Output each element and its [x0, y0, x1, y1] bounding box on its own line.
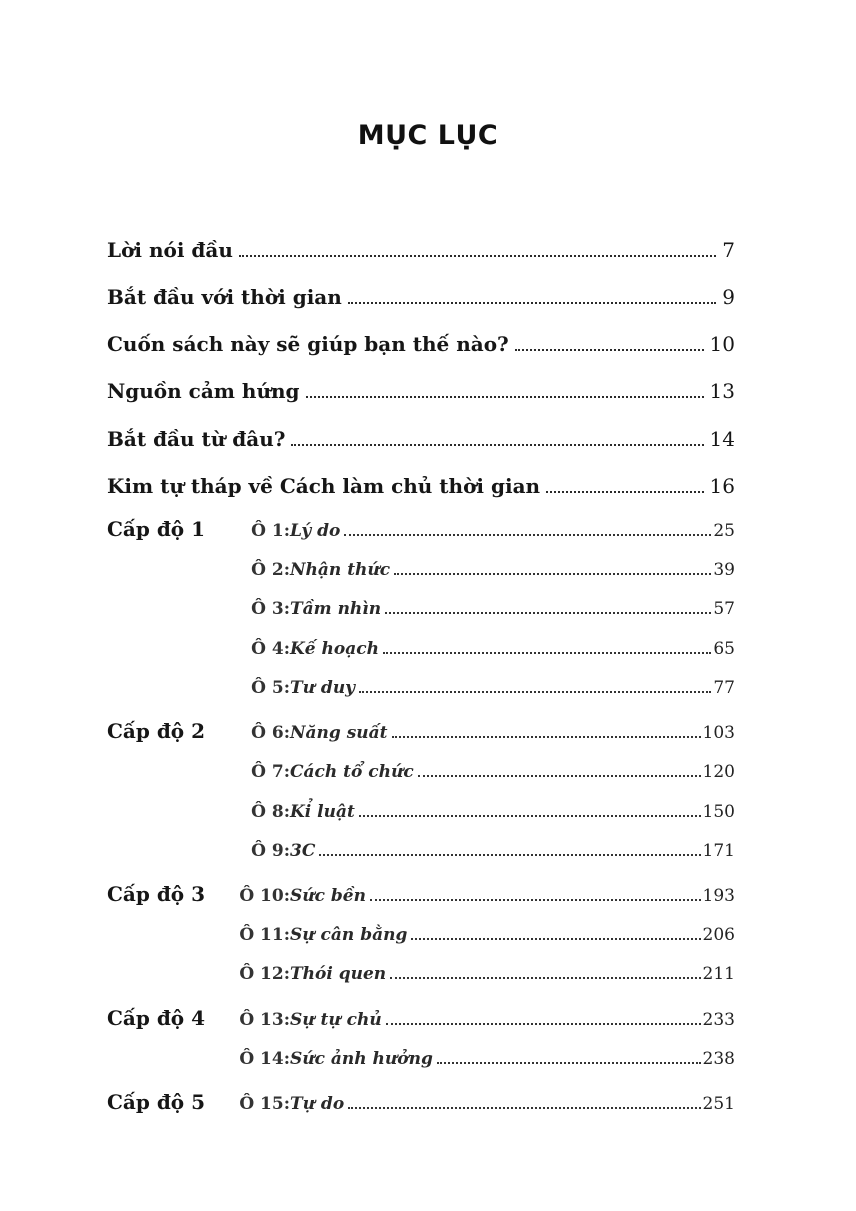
toc-entry[interactable]: [107, 232, 735, 262]
section-title: Sự cân bằng: [290, 925, 408, 945]
section-number: Ô 3:: [251, 599, 290, 619]
toc-entry-label: Kim tự tháp về Cách làm chủ thời gian: [107, 474, 541, 498]
section-title: Tầm nhìn: [290, 599, 382, 619]
section-number: Ô 4:: [251, 639, 290, 659]
dot-leader: [385, 611, 711, 614]
dot-leader: [392, 735, 701, 738]
section-page: 120: [702, 762, 735, 782]
section-page: 211: [702, 964, 735, 984]
toc-entry-label: Cuốn sách này sẽ giúp bạn thế nào?: [107, 332, 509, 356]
dot-leader: [437, 1061, 701, 1064]
toc-entry[interactable]: [107, 279, 735, 309]
toc-entry-page: 9: [722, 285, 735, 309]
dot-leader: [319, 853, 700, 856]
section-number: Ô 6:: [251, 723, 290, 743]
toc-sub-entry[interactable]: [228, 756, 735, 782]
section-title: Nhận thức: [290, 560, 391, 580]
section-page: 39: [713, 560, 735, 580]
toc-sub-entry[interactable]: [228, 919, 735, 945]
section-page: 206: [702, 925, 735, 945]
section-title: Tự do: [290, 1094, 345, 1114]
toc-entry-label: Bắt đầu với thời gian: [107, 285, 342, 309]
dot-leader: [383, 651, 711, 654]
dot-leader: [394, 572, 711, 575]
section-page: 25: [713, 521, 735, 541]
dot-leader: [390, 976, 700, 979]
section-page: 57: [713, 599, 735, 619]
section-page: 77: [713, 678, 735, 698]
dot-leader: [386, 1022, 701, 1025]
section-title: Kỉ luật: [290, 802, 355, 822]
section-number: Ô 2:: [251, 560, 290, 580]
dot-leader: [411, 937, 700, 940]
toc-sub-entry[interactable]: [228, 880, 735, 906]
dot-leader: [515, 348, 704, 351]
section-page: 171: [702, 841, 735, 861]
toc-sub-entry[interactable]: [228, 515, 735, 541]
level-label: Cấp độ 5: [107, 1090, 206, 1114]
section-page: 150: [702, 802, 735, 822]
section-number: Ô 1:: [251, 521, 290, 541]
toc-entry[interactable]: [107, 421, 735, 451]
level-label: Cấp độ 2: [107, 719, 206, 743]
page-title: MỤC LỤC: [357, 120, 499, 151]
section-number: Ô 14:: [239, 1049, 290, 1069]
section-title: Sức ảnh hưởng: [290, 1049, 433, 1069]
section-title: 3C: [290, 841, 316, 861]
section-page: 233: [702, 1010, 735, 1030]
dot-leader: [359, 814, 701, 817]
section-number: Ô 15:: [239, 1094, 290, 1114]
toc-entry[interactable]: [107, 326, 735, 356]
section-title: Sự tự chủ: [290, 1010, 382, 1030]
section-title: Sức bền: [290, 886, 366, 906]
toc-sub-entry[interactable]: [228, 958, 735, 984]
toc-entry-page: 13: [709, 379, 735, 403]
dot-leader: [418, 774, 701, 777]
section-title: Cách tổ chức: [290, 762, 414, 782]
section-number: Ô 11:: [239, 925, 290, 945]
toc-entry-page: 14: [709, 427, 735, 451]
dot-leader: [546, 490, 703, 493]
section-page: 193: [702, 886, 735, 906]
section-number: Ô 7:: [251, 762, 290, 782]
dot-leader: [344, 533, 711, 536]
section-page: 251: [702, 1094, 735, 1114]
toc-sub-entry[interactable]: [228, 1043, 735, 1069]
dot-leader: [359, 690, 711, 693]
dot-leader: [291, 443, 703, 446]
section-title: Tư duy: [290, 678, 356, 698]
toc-entry-label: Bắt đầu từ đâu?: [107, 427, 286, 451]
toc-sub-entry[interactable]: [228, 1088, 735, 1114]
section-page: 65: [713, 639, 735, 659]
section-page: 238: [702, 1049, 735, 1069]
toc-entry-page: 16: [709, 474, 735, 498]
section-number: Ô 13:: [239, 1010, 290, 1030]
dot-leader: [370, 898, 701, 901]
toc-sub-entry[interactable]: [228, 796, 735, 822]
level-label: Cấp độ 3: [107, 882, 206, 906]
section-number: Ô 8:: [251, 802, 290, 822]
section-number: Ô 12:: [239, 964, 290, 984]
section-number: Ô 5:: [251, 678, 290, 698]
dot-leader: [239, 254, 716, 257]
section-title: Thói quen: [290, 964, 387, 984]
toc-entry-page: 10: [709, 332, 735, 356]
section-page: 103: [702, 723, 735, 743]
toc-sub-entry[interactable]: [228, 593, 735, 619]
toc-entry[interactable]: [107, 373, 735, 403]
toc-sub-entry[interactable]: [228, 554, 735, 580]
level-label: Cấp độ 1: [107, 517, 206, 541]
toc-entry[interactable]: [107, 468, 735, 498]
section-title: Năng suất: [290, 723, 388, 743]
section-number: Ô 9:: [251, 841, 290, 861]
dot-leader: [348, 301, 716, 304]
toc-entry-page: 7: [722, 238, 735, 262]
section-title: Kế hoạch: [290, 639, 379, 659]
section-title: Lý do: [290, 521, 341, 541]
toc-sub-entry[interactable]: [228, 835, 735, 861]
dot-leader: [348, 1106, 700, 1109]
toc-sub-entry[interactable]: [228, 672, 735, 698]
toc-entry-label: Lời nói đầu: [107, 238, 233, 262]
level-label: Cấp độ 4: [107, 1006, 206, 1030]
toc-sub-entry[interactable]: [228, 1004, 735, 1030]
toc-sub-entry[interactable]: [228, 633, 735, 659]
toc-entry-label: Nguồn cảm hứng: [107, 379, 300, 403]
section-number: Ô 10:: [239, 886, 290, 906]
toc-sub-entry[interactable]: [228, 717, 735, 743]
dot-leader: [306, 395, 704, 398]
